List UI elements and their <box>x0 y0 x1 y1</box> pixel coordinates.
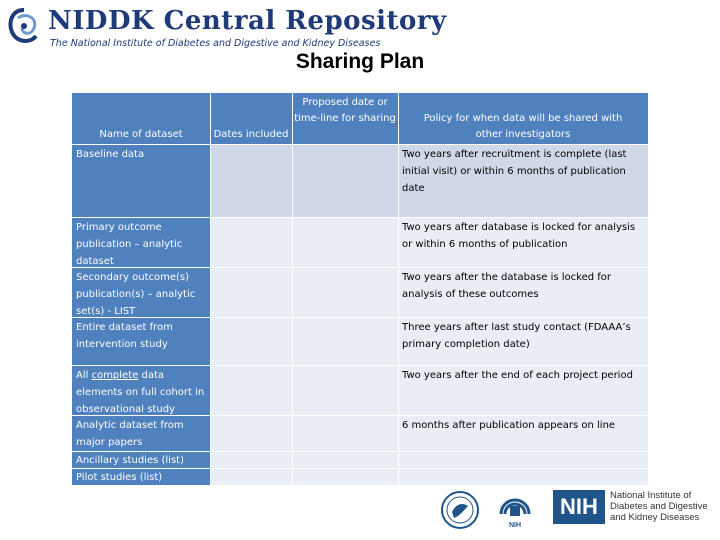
policy-cell: Two years after database is locked for analysis or within 6 months of publication <box>402 222 636 250</box>
nih-small-label: NIH <box>508 522 522 529</box>
column-header-policy: Policy for when data will be shared with other investigators <box>398 111 648 143</box>
hhs-seal-icon <box>440 490 480 530</box>
column-header-dates: Dates included <box>210 127 292 143</box>
niddk-swirl-icon <box>4 6 44 50</box>
row-divider <box>72 365 648 366</box>
table-row <box>210 452 648 468</box>
page-title: Sharing Plan <box>295 50 425 73</box>
table-row-name: Primary outcome publication – analytic dataset <box>72 217 210 267</box>
column-header-proposed: Proposed date or time-line for sharing <box>292 95 398 127</box>
table-row-name: Analytic dataset from major papers <box>72 415 210 451</box>
row-divider <box>72 451 648 452</box>
nih-building-icon <box>495 490 535 530</box>
table-row-name: Pilot studies (list) <box>72 469 210 485</box>
table-row-name: Baseline data <box>72 144 210 217</box>
table-row-name: Ancillary studies (list) <box>72 452 210 468</box>
row-divider <box>72 217 648 218</box>
row-divider <box>72 267 648 268</box>
policy-cell: Two years after recruitment is complete (last initial visit) or within 6 months of publication date <box>402 149 627 194</box>
row-divider <box>72 468 648 469</box>
niddk-logo <box>0 0 447 56</box>
policy-cell: Two years after the database is locked for analysis of these outcomes <box>402 272 612 300</box>
row-divider <box>72 317 648 318</box>
column-divider <box>292 93 293 485</box>
policy-cell: 6 months after publication appears on line <box>402 420 616 431</box>
column-header-name: Name of dataset <box>72 127 210 143</box>
nih-logo: NIH <box>553 490 605 524</box>
row-divider <box>72 144 648 145</box>
table-row <box>210 469 648 485</box>
nih-name-line: National Institute of <box>610 490 692 501</box>
column-divider <box>210 93 211 485</box>
policy-cell: Three years after last study contact (FDAAA’s primary completion date) <box>402 322 631 350</box>
nih-name-line: Diabetes and Digestive <box>610 501 708 512</box>
column-divider <box>398 93 399 485</box>
table-row-name: Entire dataset from intervention study <box>72 317 210 365</box>
logo-subtitle: The National Institute of Diabetes and Digestive and Kidney Diseases <box>50 38 381 49</box>
sharing-plan-table <box>72 93 648 485</box>
row-divider <box>72 415 648 416</box>
table-row-name: All complete data elements on full cohort in observational study <box>72 365 210 415</box>
table-row-name: Secondary outcome(s) publication(s) – analytic set(s) - LIST <box>72 267 210 317</box>
nih-name-line: and Kidney Diseases <box>610 512 700 523</box>
nih-institute-name <box>610 490 718 523</box>
policy-cell: Two years after the end of each project period <box>402 370 633 381</box>
logo-title: NIDDK Central Repository <box>48 6 447 36</box>
